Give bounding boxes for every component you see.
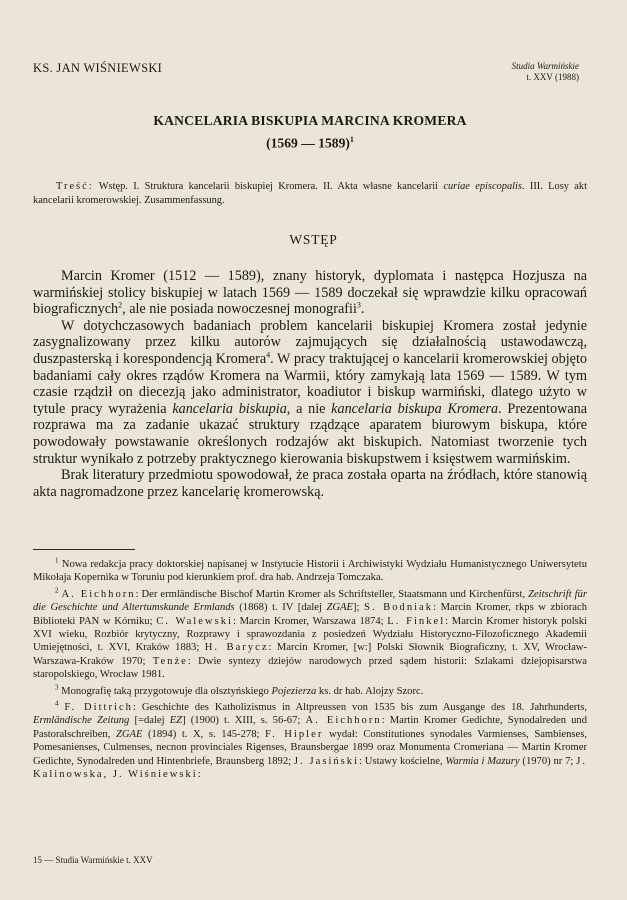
footnote-text: : Dwie syntezy dziejów narodowych przed sądem historii: Szlakami dziejopisarstwa staropolskiego, Wrocław 1981.	[33, 655, 587, 681]
paragraph-1	[33, 268, 587, 318]
footnote-text: ];	[352, 602, 360, 614]
toc-text-2: . III. Losy akt kancelarii kromerowskiej. Zusammenfassung.	[33, 181, 587, 206]
title-years	[33, 135, 587, 152]
footnote-number: 3	[55, 683, 59, 692]
footnote-number: 2	[55, 586, 59, 595]
footnote-text: wydał: Constitutiones synodales Varmienses, Sambienses, Pomesanienses, Culmenses, necnon provinciales Rigenses, Braunsbergae 1899 oraz Monumenta Cromeriana — Martin Kromer Gedichte, Synodalreden und Hintenbriefe, Braunsberg 1892;	[33, 728, 587, 767]
footnote-text: ] (1900) t. XIII, s. 56-67;	[182, 715, 301, 727]
p2-italic-1: kancelaria biskupia	[172, 400, 287, 417]
page-header	[33, 61, 579, 85]
p2-text-c: , a nie	[286, 400, 326, 417]
footnote-italic: Pojezierza	[271, 685, 317, 697]
footnote-4	[33, 701, 587, 781]
footnote-author: A. Eichhorn	[61, 588, 136, 600]
footnote-ref-4: 4	[266, 350, 271, 360]
footnote-text: (1868) t. IV [dalej	[239, 602, 322, 614]
footnotes	[33, 558, 587, 785]
footnote-author: J. Kalinowska, J. Wiśniewski	[33, 755, 587, 781]
footnote-text: :	[197, 769, 201, 781]
footnote-author: F. Hipler	[265, 728, 324, 740]
toc-label: Treść:	[56, 181, 94, 192]
footnote-text: : Ustawy kościelne,	[359, 755, 443, 767]
footnote-author: C. Walewski	[156, 615, 233, 627]
footnote-text: : Marcin Kromer, rkps w zbiorach Biblioteki PAN w Kórniku;	[33, 602, 587, 627]
footnote-number: 4	[55, 699, 59, 708]
footnote-ref-3: 3	[356, 300, 361, 310]
footnote-text: (1970) nr 7;	[522, 755, 574, 767]
author-name: KS. JAN WIŚNIEWSKI	[33, 61, 163, 75]
footnote-text: : Geschichte des Katholizismus in Altpreussen von 1535 bis zum Ausgange des 18. Jahrhunderts,	[132, 702, 588, 714]
page-footer: 15 — Studia Warmińskie t. XXV	[33, 855, 153, 865]
footnote-ref-2: 2	[118, 300, 123, 310]
footnote-text: (1894) t. X, s. 145-278;	[148, 728, 260, 740]
toc-text-1: Wstęp. I. Struktura kancelarii biskupiej Kromera. II. Akta własne kancelarii	[98, 181, 439, 192]
p1-text-c: .	[360, 301, 365, 318]
footnote-1-text: Nowa redakcja pracy doktorskiej napisanej w Instytucie Historii i Archiwistyki Wydziału Humanistycznego Uniwersytetu Mikołaja Kopernika w Toruniu pod kierunkiem prof. dra hab. Andrzeja Tomczaka.	[33, 559, 587, 584]
footnote-text: Monografię taką przygotowuje dla olsztyńskiego	[61, 685, 269, 697]
footnote-author: J. Jasiński	[293, 755, 360, 767]
footnote-2	[33, 588, 587, 682]
footnote-text: [=dalej	[134, 715, 165, 727]
footnote-ref-1: 1	[349, 135, 354, 144]
body-text	[33, 268, 587, 500]
footnote-text: : Marcin Kromer historyk polski XVI wieku, Rozbiór krytyczny, Rozprawy i sprawozdania z posiedzeń Wydziału Historyczno-Filozoficznego Akademii Umiejętności, t. XVI, Kraków 1883;	[33, 615, 588, 654]
table-of-contents	[33, 180, 587, 208]
footnote-author: F. Dittrich	[64, 702, 133, 714]
footnote-italic: EZ	[169, 715, 183, 727]
p2-text-a: W dotychczasowych badaniach problem kancelarii biskupiej Kromera został jedynie zasygnalizowany przez kilku autorów zajmujących się działalnością ustawodawczą, duszpasterską i korespondencją Kromera	[33, 317, 587, 367]
footnote-author: L. Finkel	[387, 615, 446, 627]
footnote-text: : Marcin Kromer, Warszawa 1874;	[232, 615, 384, 627]
footnote-italic: Ermländische Zeitung	[33, 715, 130, 727]
footnote-text: ks. dr hab. Alojzy Szorc.	[318, 685, 424, 697]
journal-volume: t. XXV (1988)	[526, 72, 579, 82]
p2-text-d: . Prezentowana rozprawa ma za zadanie ukazać struktury rządzące aparatem biurowym biskupa, które powodowały powstawanie określonych rodzajów akt biskupich. Natomiast tworzenie tych struktur wynikało z potrzeby praktycznego kierowania biskupstwem i księstwem warmińskim.	[33, 400, 588, 467]
journal-name: Studia Warmińskie	[511, 61, 579, 71]
footnote-author: H. Barycz	[204, 642, 269, 654]
paragraph-3: Brak literatury przedmiotu spowodował, że praca została oparta na źródłach, które stanowią akta nagromadzone przez kancelarię kromerowską.	[33, 467, 587, 500]
footnote-italic: Zeitschrift für die Geschichte und Altertumskunde Ermlands	[33, 588, 587, 614]
title-years-text: (1569 — 1589)	[266, 135, 350, 151]
article-title	[33, 113, 587, 152]
footnote-italic: ZGAE	[115, 728, 143, 740]
toc-italic: curiae episcopalis	[443, 181, 522, 192]
footnote-number: 1	[55, 556, 59, 565]
p2-italic-2: kancelaria biskupa Kromera	[331, 400, 499, 417]
p2-text-b: . W pracy traktującej o kancelarii kromerowskiej objęto badaniami cały okres rządów Kromera na Warmii, który zamykają lata 1569 — 1589. W tym czasie rządził on diecezją jako administrator, koadiutor i biskup warmiński, dlatego użyto w tytule pracy wyrażenia	[33, 350, 588, 417]
footnote-text: : Marcin Kromer, [w:] Polski Słownik Biograficzny, t. XV, Wrocław-Warszawa-Kraków 1970;	[33, 642, 587, 667]
paragraph-2	[33, 318, 587, 467]
footnote-author: S. Bodniak	[364, 602, 434, 614]
footnote-italic: Warmia i Mazury	[445, 755, 520, 767]
footnote-3	[33, 685, 587, 698]
footnote-text: : Der ermländische Bischof Martin Kromer als Schriftsteller, Staatsmann und Kirchenfürst,	[135, 588, 526, 600]
footnote-author: A. Eichhorn	[305, 715, 382, 727]
p1-text-a: Marcin Kromer (1512 — 1589), znany historyk, dyplomata i następca Hozjusza na warmińskiej stolicy biskupiej w latach 1569 — 1589 doczekał się wprawdzie kilku opracowań biograficznych	[33, 268, 587, 318]
p1-text-b: , ale nie posiada nowoczesnej monografii	[122, 301, 357, 318]
footnote-author: Tenże	[152, 655, 188, 667]
footnote-1	[33, 558, 587, 585]
footnote-text: : Martin Kromer Gedichte, Synodalreden und Pastoralschreiben,	[33, 715, 588, 740]
title-main: KANCELARIA BISKUPIA MARCINA KROMERA	[153, 113, 467, 128]
section-heading: WSTĘP	[289, 232, 338, 247]
footnote-italic: ZGAE	[326, 602, 353, 614]
footnote-separator	[33, 549, 135, 550]
journal-info	[512, 61, 579, 83]
